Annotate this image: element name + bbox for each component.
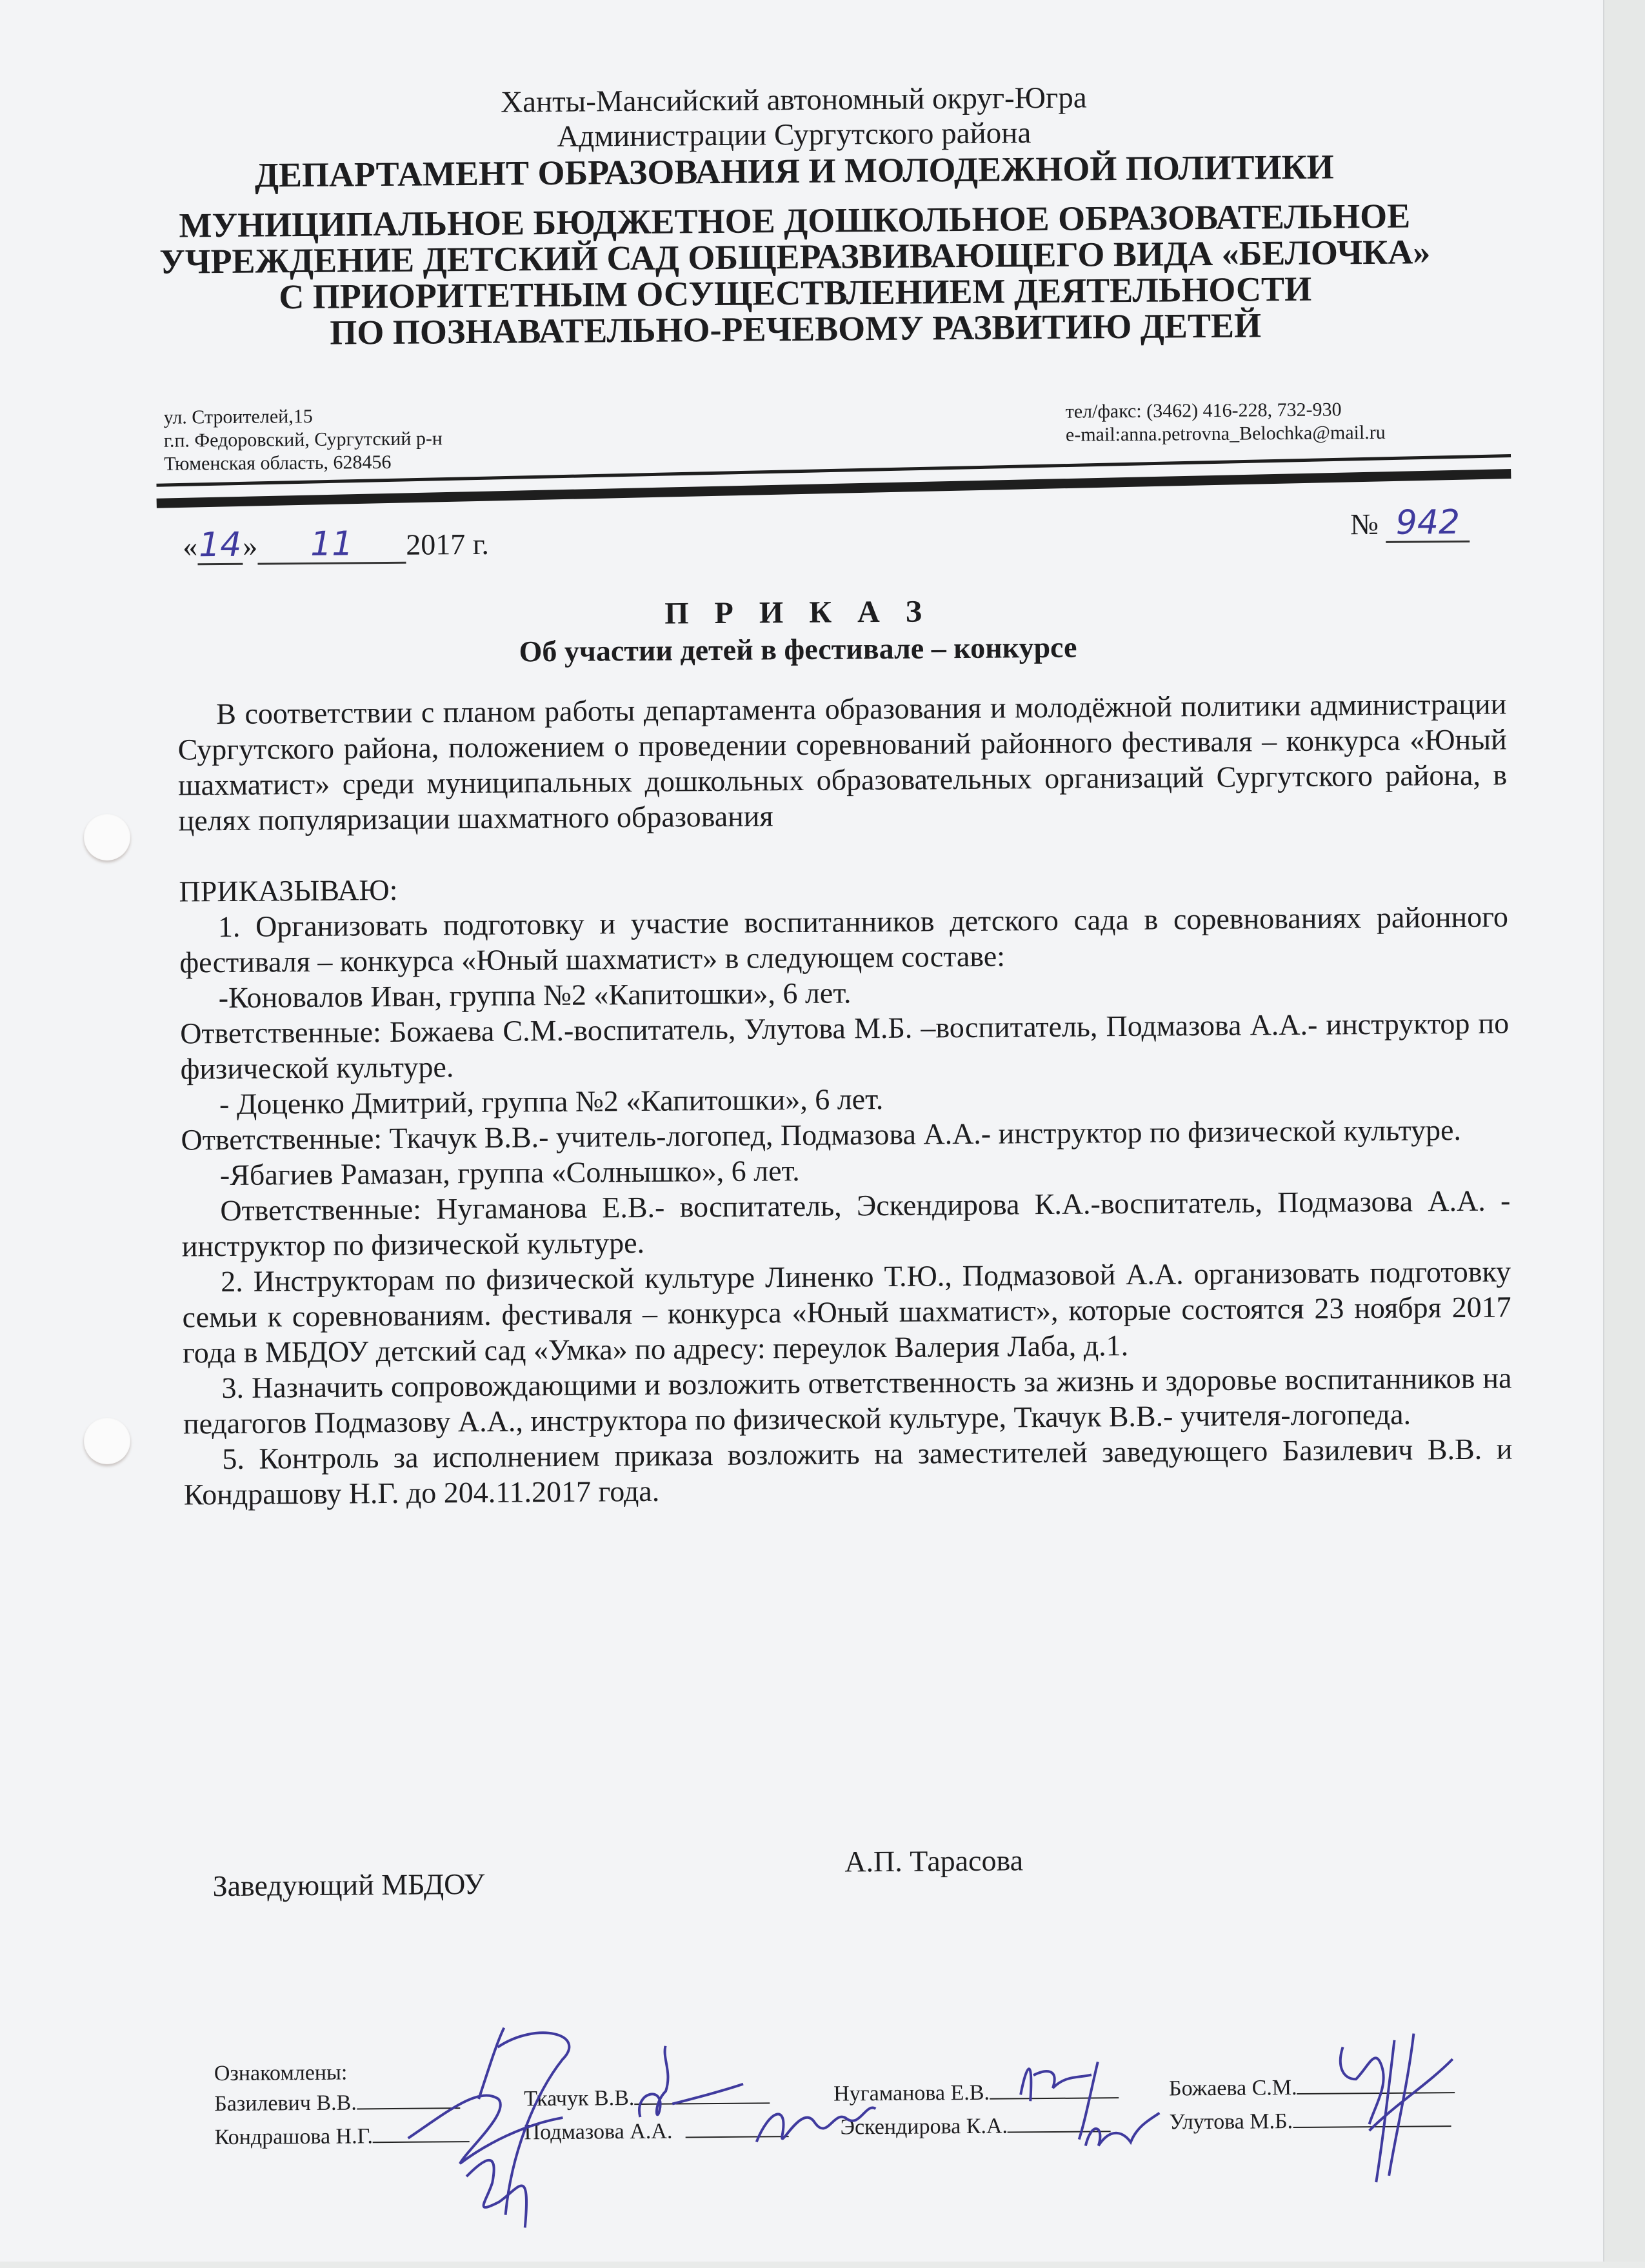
phone-fax: тел/факс: (3462) 416-228, 732-930	[1065, 399, 1342, 423]
preamble: В соответствии с планом работы департамента образования и молодёжной политики администрации Сургутского района, положением о проведении соревнований районного фестиваля – конкурса «Юный шахматист» среди муниципальных дошкольных образовательных организаций Сургутского района, в целях популяризации шахматного образования	[177, 687, 1508, 837]
acknowledged-label: Ознакомлены:	[214, 2060, 348, 2086]
email: e-mail:anna.petrovna_Belochka@mail.ru	[1065, 421, 1386, 446]
handwritten-signature-tkachuk	[627, 2045, 757, 2137]
header-department: ДЕПАРТАМЕНТ ОБРАЗОВАНИЯ И МОЛОДЕЖНОЙ ПОЛИТИКИ	[254, 147, 1334, 195]
address-line: Тюменская область, 628456	[164, 451, 392, 475]
scanner-background	[1604, 0, 1645, 2262]
handwritten-signature-podmazova	[750, 2089, 879, 2162]
responsible-1: Ответственные: Божаева С.М.-воспитатель, Улутова М.Б. –воспитатель, Подмазова А.А.- инструктор по физической культуре.	[180, 1006, 1510, 1086]
address-line: г.п. Федоровский, Сургутский р-н	[163, 428, 443, 452]
order-item-3: 3. Назначить сопровождающими и возложить ответственность за жизнь и здоровье воспитанников на педагогов Подмазову А.А., инструктора по физической культуре, Ткачук В.В.- учителя-логопеда.	[183, 1361, 1512, 1440]
address-line: ул. Строителей,15	[163, 405, 313, 428]
header-organization	[0, 196, 1597, 353]
organization-line: С ПРИОРИТЕТНЫМ ОСУЩЕСТВЛЕНИЕМ ДЕЯТЕЛЬНОСТИ	[279, 269, 1312, 317]
number-sign: №	[1350, 507, 1379, 541]
document-title: П Р И К А З	[664, 594, 932, 631]
signatory-name: А.П. Тарасова	[844, 1844, 1024, 1878]
header-region: Ханты-Мансийский автономный округ-Югра	[500, 81, 1087, 119]
handwritten-signature-bozhaeva-ulutova	[1330, 2027, 1460, 2196]
ack-name: Улутова М.Б.	[1169, 2109, 1293, 2134]
order-word: ПРИКАЗЫВАЮ:	[179, 873, 398, 908]
participant-3: -Ябагиев Рамазан, группа «Солнышко», 6 лет.	[219, 1154, 800, 1192]
order-number: 942	[1386, 504, 1470, 543]
organization-line: ПО ПОЗНАВАТЕЛЬНО-РЕЧЕВОМУ РАЗВИТИЮ ДЕТЕЙ	[330, 306, 1262, 352]
organization-line: УЧРЕЖДЕНИЕ ДЕТСКИЙ САД ОБЩЕРАЗВИВАЮЩЕГО ВИДА «БЕЛОЧКА»	[159, 232, 1431, 281]
signatory-position: Заведующий МБДОУ	[212, 1867, 485, 1903]
ack-name: Эскендирова К.А.	[840, 2114, 1008, 2140]
quote-close: »	[243, 529, 258, 562]
contact-info	[1066, 398, 1386, 447]
responsible-2: Ответственные: Ткачук В.В.- учитель-логопед, Подмазова А.А.- инструктор по физической культуре.	[181, 1113, 1462, 1157]
ack-name: Базилевич В.В.	[214, 2091, 357, 2116]
order-item-1: 1. Организовать подготовку и участие воспитанников детского сада в соревнованиях районного фестиваля – конкурса «Юный шахматист» в следующем составе:	[179, 900, 1509, 979]
order-year: 2017 г.	[406, 527, 490, 561]
ack-name: Подмазова А.А.	[524, 2119, 673, 2145]
ack-name: Нугаманова Е.В.	[833, 2080, 990, 2106]
order-date	[183, 525, 489, 566]
participant-2: - Доценко Дмитрий, группа №2 «Капитошки», 6 лет.	[219, 1082, 884, 1121]
handwritten-signature-eskendirova	[1079, 2107, 1170, 2172]
order-number-field	[1350, 504, 1470, 543]
order-item-5: 5. Контроль за исполнением приказа возложить на заместителей заведующего Базилевич В.В. и Кондрашову Н.Г. до 204.11.2017 года.	[183, 1432, 1513, 1511]
postal-address	[164, 404, 443, 475]
order-day: 14	[198, 525, 242, 565]
ack-name: Кондрашова Н.Г.	[214, 2124, 374, 2150]
quote-open: «	[183, 530, 198, 563]
order-item-2: 2. Инструкторам по физической культуре Линенко Т.Ю., Подмазовой А.А. организовать подготовку семьи к соревнованиям. фестиваля – конкурса «Юный шахматист», которые состоятся 23 ноября 2017 года в МБДОУ детский сад «Умка» по адресу: переулок Валерия Лаба, д.1.	[182, 1255, 1511, 1369]
ack-name: Божаева С.М.	[1168, 2075, 1297, 2101]
order-month: 11	[257, 526, 406, 565]
responsible-3: Ответственные: Нугаманова Е.В.- воспитатель, Эскендирова К.А.-воспитатель, Подмазова А.А. - инструктор по физической культуре.	[181, 1184, 1511, 1263]
ack-name: Ткачук В.В.	[524, 2086, 635, 2111]
letterhead-rule-thick	[157, 469, 1511, 508]
document-subtitle: Об участии детей в фестивале – конкурсе	[519, 630, 1077, 668]
header-administration: Администрации Сургутского района	[557, 116, 1032, 154]
organization-line: МУНИЦИПАЛЬНОЕ БЮДЖЕТНОЕ ДОШКОЛЬНОЕ ОБРАЗОВАТЕЛЬНОЕ	[179, 196, 1411, 245]
document-body	[177, 686, 1513, 1512]
participant-1: -Коновалов Иван, группа №2 «Капитошки», 6 лет.	[218, 976, 852, 1015]
